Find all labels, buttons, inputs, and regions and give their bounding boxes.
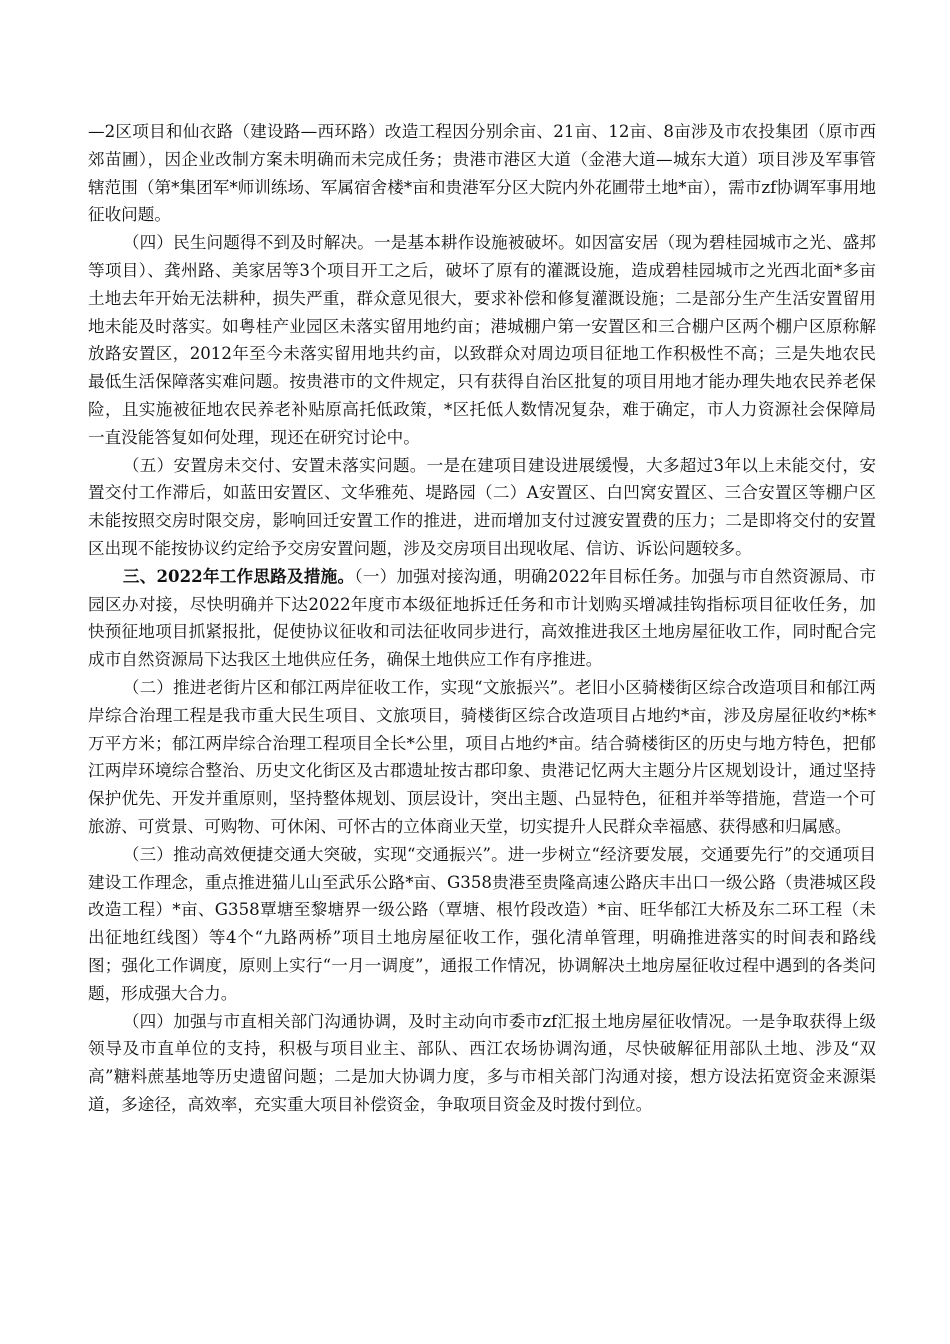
paragraph-2022-plan-text: （一）加强对接沟通，明确2022年目标任务。加强与市自然资源局、市园区办对接，尽快明确并下达2022年度市本级征地拆迁任务和市计划购买增减挂钩指标项目征收任务，加快预征地项目抓紧报批，促使协议征收和司法征收同步进行，高效推进我区土地房屋征收工作，同时配合完成市自然资源局下达我区土地供应任务，确保土地供应工作有序推进。	[88, 566, 876, 670]
paragraph-coordination: （四）加强与市直相关部门沟通协调，及时主动向市委市zf汇报土地房屋征收情况。一是争取获得上级领导及市直单位的支持，积极与项目业主、部队、西江农场协调沟通，尽快破解征用部队土地、涉及“双高”糖料蔗基地等历史遗留问题；二是加大协调力度，多与市相关部门沟通对接，想方设法拓宽资金来源渠道，多途径，高效率，充实重大项目补偿资金，争取项目资金及时拨付到位。	[88, 1011, 876, 1114]
paragraph-old-street: （二）推进老街片区和郁江两岸征收工作，实现“文旅振兴”。老旧小区骑楼街区综合改造项目和郁江两岸综合治理工程是我市重大民生项目、文旅项目，骑楼街区综合改造项目占地约*亩，涉及房屋征收约*栋*万平方米；郁江两岸综合治理工程项目全长*公里，项目占地约*亩。结合骑楼街区的历史与地方特色，把郁江两岸环境综合整治、历史文化街区及古郡遗址按古郡印象、贵港记忆两大主题分片区规划设计，通过坚持保护优先、开发并重原则，坚持整体规划、顶层设计，突出主题、凸显特色，征租并举等措施，营造一个可旅游、可赏景、可购物、可休闲、可怀古的立体商业天堂，切实提升人民群众幸福感、获得感和归属感。	[88, 677, 876, 836]
paragraph-transport: （三）推动高效便捷交通大突破，实现“交通振兴”。进一步树立“经济要发展，交通要先行”的交通项目建设工作理念，重点推进猫儿山至武乐公路*亩、G358贵港至贵隆高速公路庆丰出口一级公路（贵港城区段改造工程）*亩、G358覃塘至黎塘界一级公路（覃塘、根竹段改造）*亩、旺华郁江大桥及东二环工程（未出征地红线图）等4个“九路两桥”项目土地房屋征收工作，强化清单管理，明确推进落实的时间表和路线图；强化工作调度，原则上实行“一月一调度”，通报工作情况，协调解决土地房屋征收过程中遇到的各类问题，形成强大合力。	[88, 844, 876, 1003]
paragraph-2022-plan	[88, 563, 876, 674]
document-body	[88, 118, 876, 1119]
paragraph-livelihood-issues: （四）民生问题得不到及时解决。一是基本耕作设施被破坏。如因富安居（现为碧桂园城市之光、盛邦等项目）、龚州路、美家居等3个项目开工之后，破坏了原有的灌溉设施，造成碧桂园城市之光西北面*多亩土地去年开始无法耕种，损失严重，群众意见很大，要求补偿和修复灌溉设施；二是部分生产生活安置留用地未能及时落实。如粤桂产业园区未落实留用地约亩；港城棚户第一安置区和三合棚户区两个棚户区原称解放路安置区，2012年至今未落实留用地共约亩，以致群众对周边项目征地工作积极性不高；三是失地农民最低生活保障落实难问题。按贵港市的文件规定，只有获得自治区批复的项目用地才能办理失地农民养老保险，且实施被征地农民养老补贴原高托低政策，*区托低人数情况复杂，难于确定，市人力资源社会保障局一直没能答复如何处理，现还在研究讨论中。	[88, 233, 876, 447]
paragraph-continuation: —2区项目和仙衣路（建设路—西环路）改造工程因分别余亩、21亩、12亩、8亩涉及市农投集团（原市西郊苗圃），因企业改制方案未明确而未完成任务；贵港市港区大道（金港大道—城东大道）项目涉及军事管辖范围（第*集团军*师训练场、军属宿舍楼*亩和贵港军分区大院内外花圃带土地*亩），需市zf协调军事用地征收问题。	[88, 122, 876, 225]
section-heading: 三、2022年工作思路及措施。	[122, 565, 355, 586]
paragraph-resettlement-issues: （五）安置房未交付、安置未落实问题。一是在建项目建设进展缓慢，大多超过3年以上未能交付，安置交付工作滞后，如蓝田安置区、文华雅苑、堤路园（二）A安置区、白凹窝安置区、三合安置区等棚户区未能按照交房时限交房，影响回迁安置工作的推进，进而增加支付过渡安置费的压力；二是即将交付的安置区出现不能按协议约定给予交房安置问题，涉及交房项目出现收尾、信访、诉讼问题较多。	[88, 455, 876, 558]
